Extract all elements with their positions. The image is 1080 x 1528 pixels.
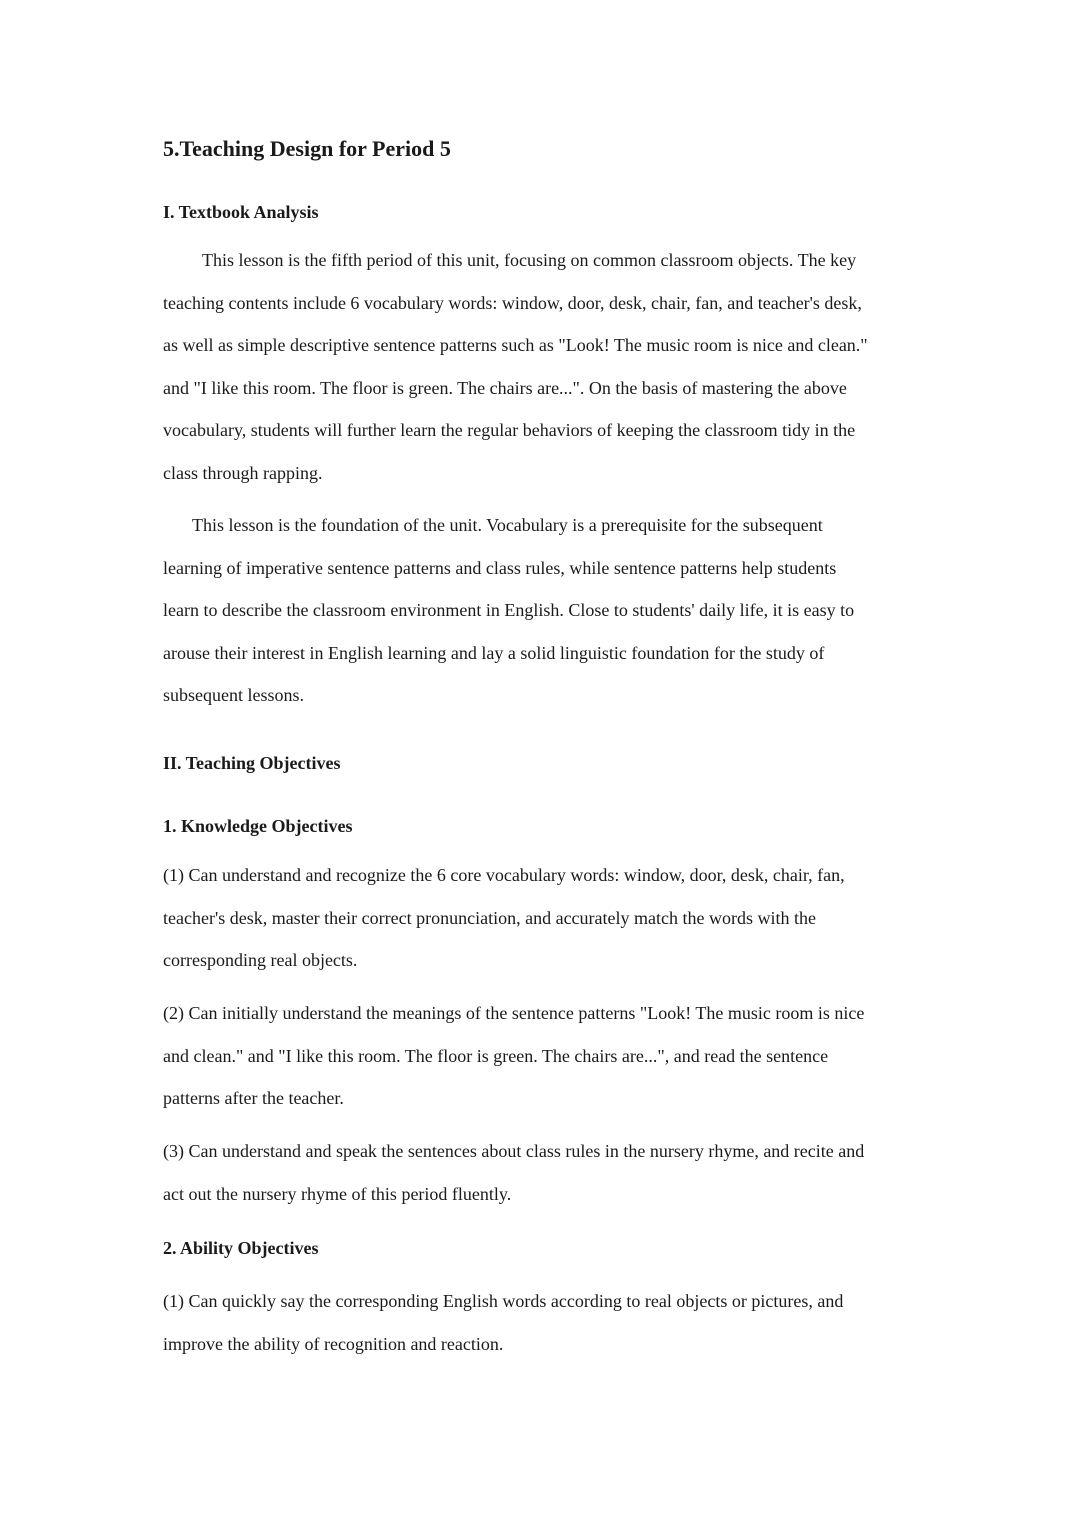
text-line: arouse their interest in English learning and lay a solid linguistic foundation for the study of <box>163 642 825 663</box>
document-title: 5.Teaching Design for Period 5 <box>163 136 451 161</box>
text-line: (1) Can understand and recognize the 6 core vocabulary words: window, door, desk, chair, fan, <box>163 865 845 885</box>
text-line: This lesson is the foundation of the unit. Vocabulary is a prerequisite for the subsequent <box>192 515 823 535</box>
list-item-knowledge-2 <box>163 992 915 1120</box>
text-line: act out the nursery rhyme of this period fluently. <box>163 1183 512 1204</box>
subheading-ability-objectives: 2. Ability Objectives <box>163 1238 319 1258</box>
text-line: (2) Can initially understand the meanings of the sentence patterns "Look! The music room is nice <box>163 1003 865 1023</box>
list-item-knowledge-3 <box>163 1130 915 1215</box>
text-line: patterns after the teacher. <box>163 1088 344 1109</box>
text-line: corresponding real objects. <box>163 950 358 971</box>
text-line: improve the ability of recognition and reaction. <box>163 1333 504 1354</box>
paragraph-textbook-analysis-2 <box>163 504 915 717</box>
paragraph-textbook-analysis-1 <box>163 239 915 495</box>
text-line: (3) Can understand and speak the sentences about class rules in the nursery rhyme, and recite and <box>163 1141 865 1161</box>
text-line: teacher's desk, master their correct pronunciation, and accurately match the words with the <box>163 907 816 928</box>
section-heading-teaching-objectives: II. Teaching Objectives <box>163 753 341 773</box>
text-line: subsequent lessons. <box>163 685 304 706</box>
text-line: and clean." and "I like this room. The floor is green. The chairs are...", and read the sentence <box>163 1045 829 1066</box>
text-line: as well as simple descriptive sentence patterns such as "Look! The music room is nice and clean." <box>163 335 868 356</box>
subheading-knowledge-objectives: 1. Knowledge Objectives <box>163 816 353 836</box>
text-line: learning of imperative sentence patterns and class rules, while sentence patterns help students <box>163 557 837 578</box>
text-line: and "I like this room. The floor is green. The chairs are...". On the basis of mastering the above <box>163 377 847 398</box>
text-line: vocabulary, students will further learn the regular behaviors of keeping the classroom tidy in the <box>163 420 856 441</box>
text-line: (1) Can quickly say the corresponding English words according to real objects or pictures, and <box>163 1291 844 1311</box>
text-line: This lesson is the fifth period of this unit, focusing on common classroom objects. The key <box>202 250 857 270</box>
section-heading-textbook-analysis: I. Textbook Analysis <box>163 202 319 222</box>
list-item-knowledge-1 <box>163 854 915 982</box>
text-line: teaching contents include 6 vocabulary words: window, door, desk, chair, fan, and teacher's desk, <box>163 292 862 313</box>
text-line: class through rapping. <box>163 462 323 483</box>
text-line: learn to describe the classroom environment in English. Close to students' daily life, it is easy to <box>163 600 855 621</box>
list-item-ability-1 <box>163 1280 915 1365</box>
